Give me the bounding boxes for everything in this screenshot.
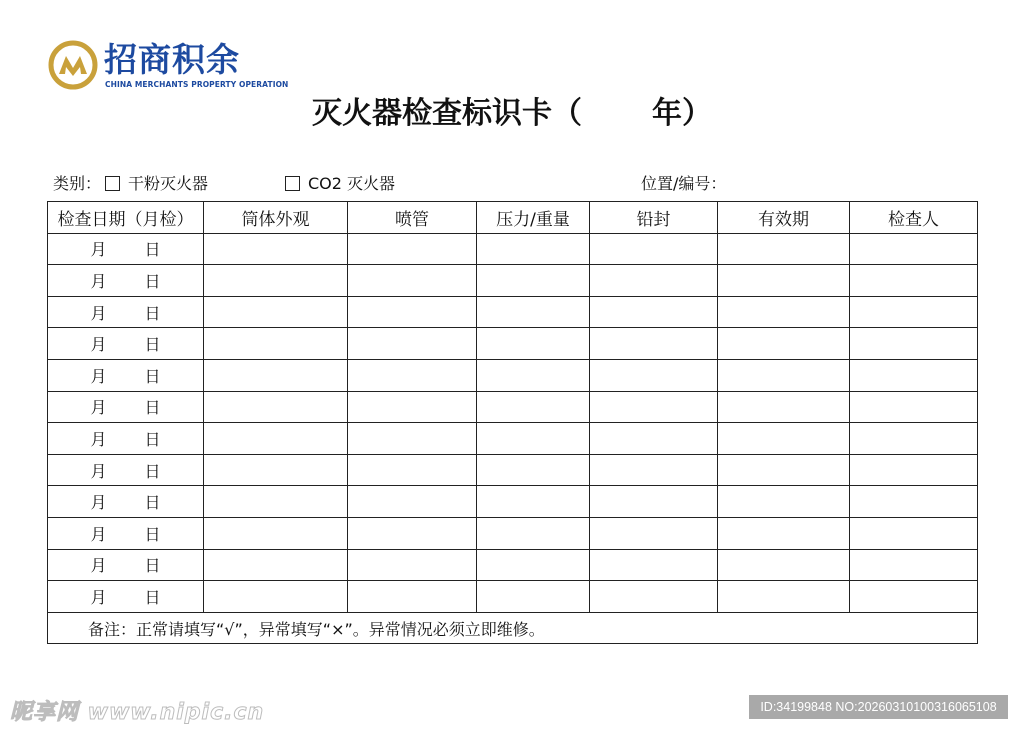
category-row <box>53 174 208 194</box>
pressure-cell[interactable] <box>477 359 590 391</box>
cylinder-cell[interactable] <box>204 454 348 486</box>
date-cell[interactable] <box>48 549 204 581</box>
month-label: 月 <box>90 493 107 513</box>
expiry-cell[interactable] <box>718 359 850 391</box>
table-row <box>48 423 978 455</box>
expiry-cell[interactable] <box>718 549 850 581</box>
location-field[interactable] <box>641 174 726 194</box>
expiry-cell[interactable] <box>718 486 850 518</box>
inspection-table <box>47 201 978 644</box>
expiry-cell[interactable] <box>718 454 850 486</box>
pressure-cell[interactable] <box>477 517 590 549</box>
pressure-cell[interactable] <box>477 328 590 360</box>
location-label: 位置/编号： <box>641 174 727 193</box>
notes-row <box>48 612 978 644</box>
inspector-cell[interactable] <box>850 265 978 297</box>
cylinder-cell[interactable] <box>204 517 348 549</box>
inspector-cell[interactable] <box>850 391 978 423</box>
co2-checkbox[interactable] <box>285 176 300 191</box>
co2-option <box>281 174 395 194</box>
pressure-cell[interactable] <box>477 423 590 455</box>
seal-cell[interactable] <box>590 265 718 297</box>
seal-cell[interactable] <box>590 423 718 455</box>
table-row <box>48 359 978 391</box>
table-row <box>48 581 978 613</box>
month-label: 月 <box>90 366 107 386</box>
pressure-cell[interactable] <box>477 391 590 423</box>
title-year: 年） <box>652 96 712 131</box>
day-label: 日 <box>144 556 161 576</box>
month-label: 月 <box>90 271 107 291</box>
seal-cell[interactable] <box>590 359 718 391</box>
month-label: 月 <box>90 240 107 260</box>
table-row <box>48 296 978 328</box>
inspector-cell[interactable] <box>850 423 978 455</box>
nozzle-cell[interactable] <box>348 549 477 581</box>
header-inspector: 检查人 <box>850 202 978 234</box>
pressure-cell[interactable] <box>477 296 590 328</box>
cylinder-cell[interactable] <box>204 581 348 613</box>
table-header-row <box>48 202 978 234</box>
cylinder-cell[interactable] <box>204 233 348 265</box>
cylinder-cell[interactable] <box>204 328 348 360</box>
seal-cell[interactable] <box>590 486 718 518</box>
expiry-cell[interactable] <box>718 581 850 613</box>
category-label: 类别： <box>53 174 102 193</box>
table-row <box>48 549 978 581</box>
cylinder-cell[interactable] <box>204 265 348 297</box>
pressure-cell[interactable] <box>477 549 590 581</box>
seal-cell[interactable] <box>590 328 718 360</box>
expiry-cell[interactable] <box>718 423 850 455</box>
date-cell[interactable] <box>48 391 204 423</box>
dry-powder-label: 干粉灭火器 <box>128 174 209 193</box>
logo-name-cn: 招商积余 <box>104 40 240 79</box>
title-main: 灭火器检查标识卡（ <box>312 96 582 131</box>
nozzle-cell[interactable] <box>348 581 477 613</box>
day-label: 日 <box>144 271 161 291</box>
nozzle-cell[interactable] <box>348 486 477 518</box>
expiry-cell[interactable] <box>718 328 850 360</box>
header-expiry: 有效期 <box>718 202 850 234</box>
nozzle-cell[interactable] <box>348 296 477 328</box>
nozzle-cell[interactable] <box>348 265 477 297</box>
nozzle-cell[interactable] <box>348 391 477 423</box>
cylinder-cell[interactable] <box>204 359 348 391</box>
expiry-cell[interactable] <box>718 233 850 265</box>
date-cell[interactable] <box>48 517 204 549</box>
date-cell[interactable] <box>48 265 204 297</box>
pressure-cell[interactable] <box>477 454 590 486</box>
date-cell[interactable] <box>48 423 204 455</box>
seal-cell[interactable] <box>590 233 718 265</box>
date-cell[interactable] <box>48 296 204 328</box>
month-label: 月 <box>90 303 107 323</box>
day-label: 日 <box>144 303 161 323</box>
table-row <box>48 233 978 265</box>
inspector-cell[interactable] <box>850 296 978 328</box>
header-seal: 铅封 <box>590 202 718 234</box>
nozzle-cell[interactable] <box>348 328 477 360</box>
cylinder-cell[interactable] <box>204 486 348 518</box>
notes-text: 备注：正常请填写“√”，异常填写“×”。异常情况必须立即维修。 <box>48 612 978 644</box>
seal-cell[interactable] <box>590 454 718 486</box>
cylinder-cell[interactable] <box>204 423 348 455</box>
pressure-cell[interactable] <box>477 265 590 297</box>
inspector-cell[interactable] <box>850 486 978 518</box>
pressure-cell[interactable] <box>477 486 590 518</box>
header-pressure: 压力/重量 <box>477 202 590 234</box>
co2-label: CO2 灭火器 <box>308 174 396 193</box>
table-row <box>48 265 978 297</box>
month-label: 月 <box>90 461 107 481</box>
seal-cell[interactable] <box>590 296 718 328</box>
seal-cell[interactable] <box>590 549 718 581</box>
month-label: 月 <box>90 556 107 576</box>
nozzle-cell[interactable] <box>348 454 477 486</box>
month-label: 月 <box>90 398 107 418</box>
date-cell[interactable] <box>48 454 204 486</box>
table-row <box>48 391 978 423</box>
expiry-cell[interactable] <box>718 517 850 549</box>
day-label: 日 <box>144 366 161 386</box>
table-row <box>48 328 978 360</box>
header-check-date: 检查日期（月检） <box>48 202 204 234</box>
seal-cell[interactable] <box>590 517 718 549</box>
header-nozzle: 喷管 <box>348 202 477 234</box>
date-cell[interactable] <box>48 359 204 391</box>
day-label: 日 <box>144 335 161 355</box>
inspector-cell[interactable] <box>850 517 978 549</box>
inspector-cell[interactable] <box>850 549 978 581</box>
nozzle-cell[interactable] <box>348 517 477 549</box>
inspector-cell[interactable] <box>850 233 978 265</box>
date-cell[interactable] <box>48 233 204 265</box>
nozzle-cell[interactable] <box>348 233 477 265</box>
table-row <box>48 454 978 486</box>
cylinder-cell[interactable] <box>204 296 348 328</box>
month-label: 月 <box>90 429 107 449</box>
seal-cell[interactable] <box>590 391 718 423</box>
day-label: 日 <box>144 461 161 481</box>
day-label: 日 <box>144 524 161 544</box>
expiry-cell[interactable] <box>718 391 850 423</box>
table-row <box>48 486 978 518</box>
expiry-cell[interactable] <box>718 296 850 328</box>
pressure-cell[interactable] <box>477 233 590 265</box>
inspector-cell[interactable] <box>850 359 978 391</box>
logo-name-en: CHINA MERCHANTS PROPERTY OPERATION <box>105 80 289 89</box>
day-label: 日 <box>144 398 161 418</box>
page-title <box>0 94 1024 134</box>
day-label: 日 <box>144 493 161 513</box>
seal-cell[interactable] <box>590 581 718 613</box>
cylinder-cell[interactable] <box>204 391 348 423</box>
month-label: 月 <box>90 335 107 355</box>
inspector-cell[interactable] <box>850 328 978 360</box>
nozzle-cell[interactable] <box>348 423 477 455</box>
month-label: 月 <box>90 524 107 544</box>
day-label: 日 <box>144 240 161 260</box>
watermark-id: ID:34199848 NO:20260310100316065108 <box>749 695 1008 719</box>
cm-logo-mark-icon <box>48 40 98 90</box>
watermark-nipic: 昵享网 www.nipic.cn <box>10 700 265 725</box>
day-label: 日 <box>144 429 161 449</box>
date-cell[interactable] <box>48 486 204 518</box>
day-label: 日 <box>144 587 161 607</box>
expiry-cell[interactable] <box>718 265 850 297</box>
header-cylinder: 筒体外观 <box>204 202 348 234</box>
month-label: 月 <box>90 587 107 607</box>
table-row <box>48 517 978 549</box>
nozzle-cell[interactable] <box>348 359 477 391</box>
date-cell[interactable] <box>48 581 204 613</box>
company-logo <box>48 40 289 92</box>
dry-powder-checkbox[interactable] <box>105 176 120 191</box>
cylinder-cell[interactable] <box>204 549 348 581</box>
inspector-cell[interactable] <box>850 454 978 486</box>
date-cell[interactable] <box>48 328 204 360</box>
inspector-cell[interactable] <box>850 581 978 613</box>
pressure-cell[interactable] <box>477 581 590 613</box>
